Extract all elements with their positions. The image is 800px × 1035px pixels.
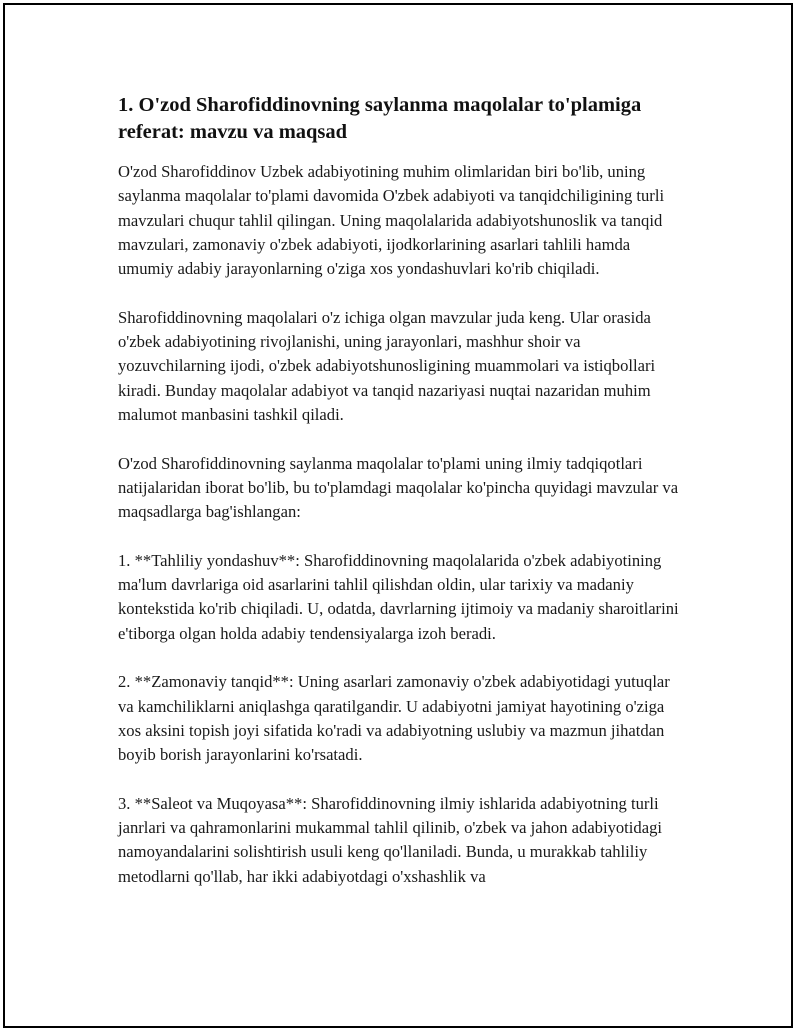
paragraph-point-1: 1. **Tahliliy yondashuv**: Sharofiddinovning maqolalarida o'zbek adabiyotining ma'lum davrlariga oid asarlarini tahlil qilishdan oldin, ular tarixiy va madaniy kontekstida ko'rib chiqiladi. U, odatda, davrlarning ijtimoiy va madaniy sharoitlarini e'tiborga olgan holda adabiy tendensiyalarga izoh beradi. (118, 550, 679, 643)
paragraph-intro: O'zod Sharofiddinov Uzbek adabiyotining muhim olimlaridan biri bo'lib, uning saylanma maqolalar to'plami davomida O'zbek adabiyoti va tanqidchiligining turli mavzulari chuqur tahlil qilingan. Uning maqolalarida adabiyotshunoslik va tanqid mavzulari, zamonaviy o'zbek adabiyoti, ijodkorlarining asarlari tahlili hamda umumiy adabiy jarayonlarning o'ziga xos yondashuvlari ko'rib chiqiladi. (118, 162, 665, 279)
paragraph-collection: O'zod Sharofiddinovning saylanma maqolalar to'plami uning ilmiy tadqiqotlari natijalaridan iborat bo'lib, bu to'plamdagi maqolalar ko'pincha quyidagi mavzular va maqsadlarga bag'ishlangan: (118, 453, 679, 522)
paragraph-topics: Sharofiddinovning maqolalari o'z ichiga olgan mavzular juda keng. Ular orasida o'zbek adabiyotining rivojlanishi, uning jarayonlari, mashhur shoir va yozuvchilarning ijodi, o'zbek adabiyotshunosligining muammolari va istiqbollari kiradi. Bunday maqolalar adabiyot va tanqid nazariyasi nuqtai nazaridan muhim malumot manbasini tashkil qiladi. (118, 307, 656, 424)
paragraph-point-2: 2. **Zamonaviy tanqid**: Uning asarlari zamonaviy o'zbek adabiyotidagi yutuqlar va kamchiliklarni aniqlashga qaratilgandir. U adabiyotni jamiyat hayotining o'ziga xos aksini topish joyi sifatida ko'radi va adabiyotning uslubiy va mazmun jihatdan boyib borish jarayonlarini ko'rsatadi. (118, 672, 670, 765)
document-heading: 1. O'zod Sharofiddinovning saylanma maqolalar to'plamiga referat: mavzu va maqsad (118, 94, 642, 143)
document-body (118, 92, 688, 913)
paragraph-point-3: 3. **Saleot va Muqoyasa**: Sharofiddinovning ilmiy ishlarida adabiyotning turli janrlari va qahramonlarini mukammal tahlil qilinib, o'zbek va jahon adabiyotidagi namoyandalarini solishtirish usuli keng qo'llaniladi. Bunda, u murakkab tahliliy metodlarni qo'llab, har ikki adabiyotdagi o'xshashlik va (118, 793, 662, 886)
